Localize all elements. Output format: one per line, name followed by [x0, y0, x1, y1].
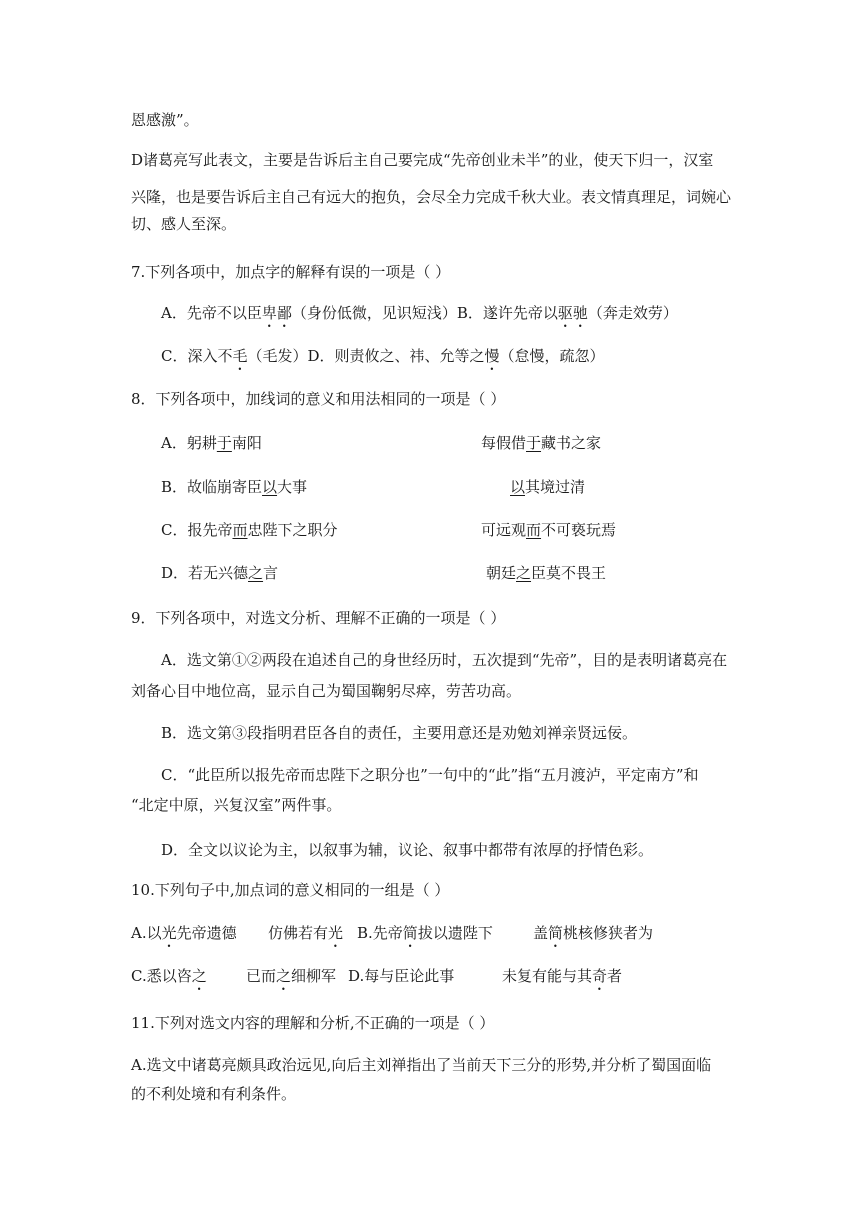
- underlined-word: 以: [262, 478, 278, 496]
- question-7: 7.下列各项中，加点字的解释有误的一项是（ ）: [131, 263, 451, 281]
- question-9-option-c-line-1: C．“此臣所以报先帝而忠陛下之职分也”一句中的“此”指“五月渡泸，平定南方”和: [161, 766, 699, 784]
- question-8-option-d-pair: 朝廷之臣莫不畏王: [486, 564, 607, 582]
- question-11-option-a-line-2: 的不利处境和有利条件。: [131, 1085, 297, 1103]
- option-d-line-3: 切、感人至深。: [131, 215, 237, 233]
- dotted-word: 之: [276, 967, 292, 985]
- dotted-word: 卑鄙: [261, 304, 292, 322]
- question-7-options-cd: C．深入不毛（毛发）D．则责攸之、祎、允等之慢（怠慢，疏忽）: [161, 347, 605, 365]
- option-d-line-2: 兴隆，也是要告诉后主自己有远大的抱负，会尽全力完成千秋大业。表文情真理足，词婉心: [131, 188, 732, 206]
- option-d-line-1: D诸葛亮写此表文，主要是告诉后主自己要完成“先帝创业未半”的业，使天下归一，汉室: [131, 151, 714, 169]
- dotted-word: 毛: [232, 347, 248, 365]
- question-8: 8．下列各项中，加线词的意义和用法相同的一项是（ ）: [131, 390, 506, 408]
- text-line: 恩感激”。: [131, 111, 199, 129]
- question-10-option-a-pair: 仿佛若有光: [268, 924, 344, 942]
- dotted-word: 简: [402, 924, 418, 942]
- dotted-word: 简: [548, 924, 564, 942]
- question-10-option-b: B.先帝简拔以遗陛下: [357, 924, 493, 942]
- dotted-word: 驱驰: [557, 304, 588, 322]
- underlined-word: 于: [526, 434, 542, 452]
- question-9-option-d: D．全文以议论为主，以叙事为辅，议论、叙事中都带有浓厚的抒情色彩。: [161, 841, 654, 859]
- question-9: 9．下列各项中，对选文分析、理解不正确的一项是（ ）: [131, 609, 506, 627]
- question-10-option-d: D.每与臣论此事: [348, 967, 455, 985]
- question-8-option-a: A．躬耕于南阳: [161, 434, 262, 452]
- question-8-option-a-pair: 每假借于藏书之家: [481, 434, 602, 452]
- question-8-option-c-pair: 可远观而不可亵玩焉: [481, 521, 617, 539]
- underlined-word: 而: [526, 521, 542, 539]
- underlined-word: 以: [510, 478, 526, 496]
- question-9-option-c-line-2: “北定中原，兴复汉室”两件事。: [131, 796, 342, 814]
- question-9-option-a-line-1: A．选文第①②两段在追述自己的身世经历时，五次提到“先帝”，目的是表明诸葛亮在: [161, 651, 728, 669]
- question-9-option-a-line-2: 刘备心目中地位高，显示自己为蜀国鞠躬尽瘁，劳苦功高。: [131, 682, 522, 700]
- question-11-option-a-line-1: A.选文中诸葛亮颇具政治远见,向后主刘禅指出了当前天下三分的形势,并分析了蜀国面临: [131, 1056, 712, 1074]
- underlined-word: 而: [232, 521, 248, 539]
- underlined-word: 之: [248, 564, 264, 582]
- question-8-option-c: C．报先帝而忠陛下之职分: [161, 521, 338, 539]
- question-10-option-b-pair: 盖简桃核修狭者为: [533, 924, 654, 942]
- question-7-options-ab: A．先帝不以臣卑鄙（身份低微，见识短浅）B．遂许先帝以驱驰（奔走效劳）: [161, 304, 678, 322]
- dotted-word: 之: [191, 967, 207, 985]
- question-8-option-b-pair: 以其境过清: [510, 478, 586, 496]
- question-11: 11.下列对选文内容的理解和分析,不正确的一项是（ ）: [131, 1014, 495, 1032]
- question-10-options-ab: A.以光先帝遗德: [131, 924, 237, 942]
- question-10: 10.下列句子中,加点词的意义相同的一组是（ ）: [131, 881, 450, 899]
- underlined-word: 于: [216, 434, 232, 452]
- dotted-word: 光: [161, 924, 177, 942]
- dotted-word: 慢: [484, 347, 500, 365]
- question-10-option-c-pair: 已而之细柳军: [246, 967, 337, 985]
- underlined-word: 之: [516, 564, 532, 582]
- question-8-option-d: D．若无兴德之言: [161, 564, 279, 582]
- question-9-option-b: B．选文第③段指明君臣各自的责任，主要用意还是劝勉刘禅亲贤远佞。: [161, 724, 638, 742]
- dotted-word: 奇: [592, 967, 608, 985]
- question-10-option-c: C.悉以咨之: [131, 967, 207, 985]
- question-8-option-b: B．故临崩寄臣以大事: [161, 478, 308, 496]
- dotted-word: 光: [328, 924, 344, 942]
- question-10-option-d-pair: 未复有能与其奇者: [502, 967, 623, 985]
